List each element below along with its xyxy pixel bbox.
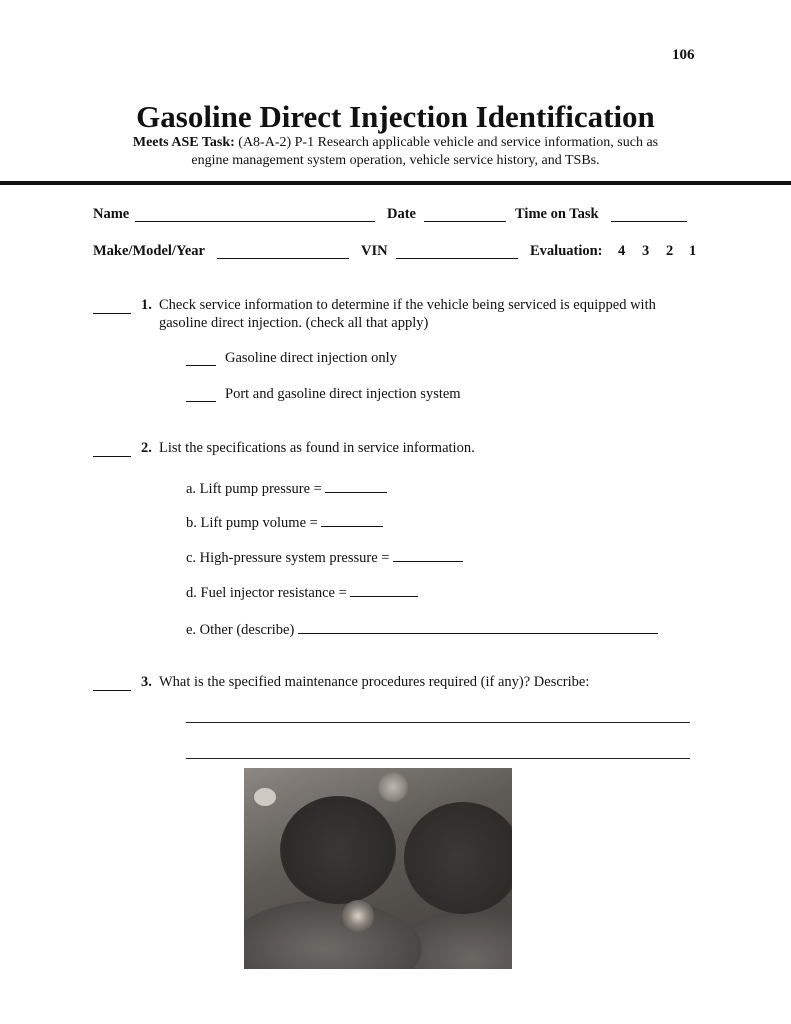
spec-field[interactable]	[350, 583, 418, 597]
spec-field[interactable]	[393, 548, 463, 562]
q1-option2-check[interactable]	[186, 388, 216, 402]
q3-text: What is the specified maintenance procedures required (if any)? Describe:	[159, 674, 590, 690]
date-label: Date	[387, 206, 416, 222]
spec-label: d. Fuel injector resistance =	[186, 585, 351, 601]
spec-item-e	[186, 620, 658, 638]
time-on-task-field[interactable]	[611, 208, 687, 222]
ase-task-line2: engine management system operation, vehicle service history, and TSBs.	[191, 153, 600, 168]
evaluation-score-1[interactable]: 1	[689, 243, 697, 259]
q3-score-field[interactable]	[93, 677, 131, 691]
spec-label: b. Lift pump volume =	[186, 515, 322, 531]
name-label: Name	[93, 206, 130, 222]
ase-task-line1	[0, 136, 791, 150]
vin-label: VIN	[361, 243, 388, 259]
q2-text: List the specifications as found in service information.	[159, 440, 475, 456]
spec-item-b	[186, 513, 383, 531]
vin-field[interactable]	[396, 245, 518, 259]
spec-field[interactable]	[321, 513, 383, 527]
spec-item-d	[186, 583, 418, 601]
q1-number: 1.	[141, 297, 152, 313]
q1-text-line2: gasoline direct injection. (check all that apply)	[159, 315, 429, 331]
spec-label: e. Other (describe)	[186, 622, 298, 638]
time-on-task-label: Time on Task	[515, 206, 599, 222]
name-field[interactable]	[135, 208, 375, 222]
page-title: Gasoline Direct Injection Identification	[136, 99, 655, 134]
spec-field[interactable]	[325, 479, 387, 493]
header-rule	[0, 181, 791, 185]
q2-score-field[interactable]	[93, 443, 131, 457]
spec-label: c. High-pressure system pressure =	[186, 550, 394, 566]
engine-cylinder-photo	[244, 768, 512, 969]
q1-option1-label: Gasoline direct injection only	[225, 350, 397, 366]
q3-answer-line-2[interactable]	[186, 758, 690, 759]
evaluation-label: Evaluation:	[530, 243, 603, 259]
spec-label: a. Lift pump pressure =	[186, 481, 326, 497]
spec-item-c	[186, 548, 463, 566]
q1-option1-check[interactable]	[186, 352, 216, 366]
spec-item-a	[186, 479, 387, 497]
evaluation-score-3[interactable]: 3	[642, 243, 650, 259]
evaluation-score-2[interactable]: 2	[666, 243, 674, 259]
ase-task-text: (A8-A-2) P-1 Research applicable vehicle and service information, such as	[234, 135, 659, 150]
q2-number: 2.	[141, 440, 152, 456]
q1-text-line1: Check service information to determine if the vehicle being serviced is equipped with	[159, 297, 656, 313]
ase-task-label: Meets ASE Task:	[132, 135, 235, 150]
make-model-year-label: Make/Model/Year	[93, 243, 205, 259]
q1-score-field[interactable]	[93, 300, 131, 314]
q1-option2-label: Port and gasoline direct injection system	[225, 386, 461, 402]
spec-field[interactable]	[298, 620, 658, 634]
evaluation-score-4[interactable]: 4	[618, 243, 626, 259]
q3-answer-line-1[interactable]	[186, 722, 690, 723]
page-number: 106	[672, 47, 695, 63]
make-model-year-field[interactable]	[217, 245, 349, 259]
q3-number: 3.	[141, 674, 152, 690]
date-field[interactable]	[424, 208, 506, 222]
